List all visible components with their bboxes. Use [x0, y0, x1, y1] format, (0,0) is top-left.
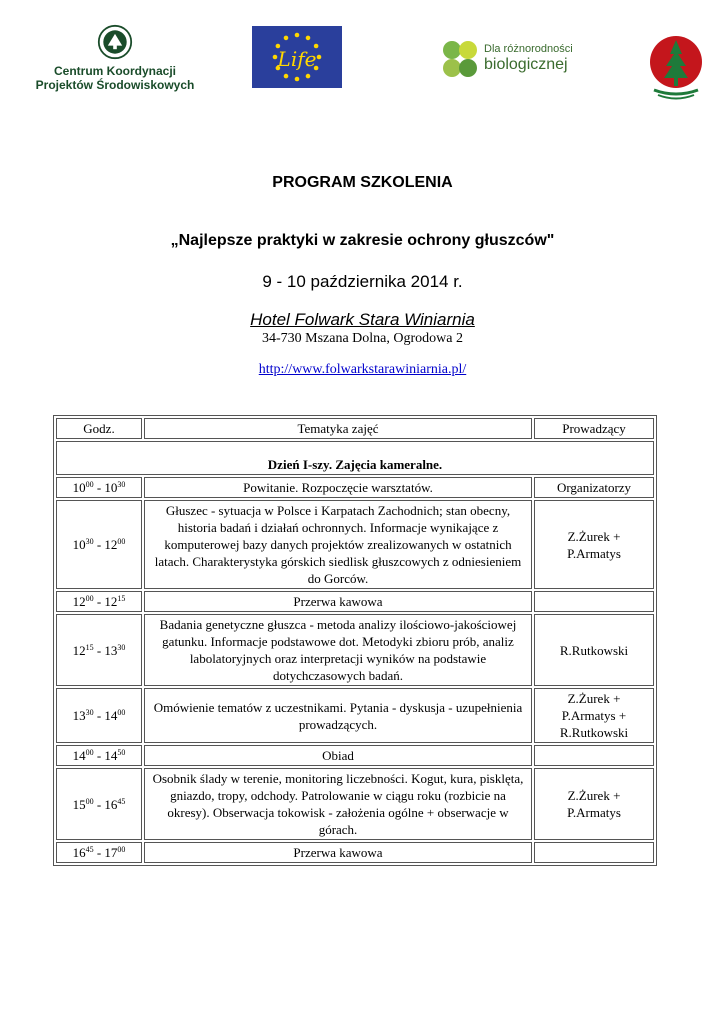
topic-cell: Omówienie tematów z uczestnikami. Pytania - dyskusja - uzupełnienia prowadzących.	[144, 688, 532, 743]
table-row	[56, 614, 654, 686]
header-time: Godz.	[56, 418, 142, 439]
time-start-minute: 00	[85, 796, 94, 806]
eu-star-icon	[306, 36, 311, 41]
time-start-hour: 13	[72, 708, 86, 723]
topic-cell: Badania genetyczne głuszca - metoda analizy ilościowo-jakościowej gatunku. Informacje podstawowe dot. Metodyki zbioru prób, analiz labolatoryjnych oraz interpretacji wyników na podstawie dotychczasowych badań.	[144, 614, 532, 686]
ckps-logo	[30, 24, 200, 104]
time-start-hour: 10	[72, 480, 86, 495]
time-separator: -	[93, 594, 105, 609]
biodiversity-leaves-icon	[440, 38, 480, 82]
time-cell	[56, 688, 142, 743]
lead-cell: R.Rutkowski	[534, 614, 654, 686]
time-cell	[56, 614, 142, 686]
time-end-minute: 15	[117, 594, 126, 603]
eu-flag-icon	[252, 26, 342, 88]
eu-star-icon	[306, 74, 311, 79]
lead-cell: Z.Żurek + P.Armatys	[534, 768, 654, 840]
time-start-hour: 12	[72, 594, 86, 609]
time-start-minute: 00	[85, 748, 94, 757]
eu-star-icon	[284, 36, 289, 41]
topic-cell: Powitanie. Rozpoczęcie warsztatów.	[144, 477, 532, 498]
time-start-hour: 12	[72, 642, 86, 658]
table-header-row	[56, 418, 654, 439]
time-end-hour: 10	[104, 480, 118, 495]
header-lead: Prowadzący	[534, 418, 654, 439]
venue-name: Hotel Folwark Stara Winiarnia	[250, 310, 475, 329]
topic-cell: Obiad	[144, 745, 532, 766]
time-end-hour: 14	[104, 748, 118, 763]
time-separator: -	[93, 537, 105, 552]
time-cell	[56, 500, 142, 589]
time-cell	[56, 842, 142, 863]
lead-cell: Z.Żurek + P.Armatys	[534, 500, 654, 589]
biodiversity-line1: Dla różnorodności	[484, 43, 573, 55]
time-end-hour: 16	[104, 796, 118, 812]
schedule-table	[53, 415, 657, 866]
biodiversity-logo	[440, 36, 580, 86]
time-start-hour: 10	[72, 537, 86, 552]
time-cell	[56, 591, 142, 612]
day-row	[56, 441, 654, 475]
time-start-minute: 00	[85, 594, 94, 603]
table-row	[56, 768, 654, 840]
table-row	[56, 477, 654, 498]
time-start-minute: 15	[85, 642, 94, 652]
time-start-minute: 30	[85, 708, 94, 717]
page-title: PROGRAM SZKOLENIA	[272, 174, 453, 191]
table-row	[56, 500, 654, 589]
time-separator: -	[93, 480, 105, 495]
time-start-hour: 14	[72, 748, 86, 763]
biodiversity-line2: biologicznej	[484, 56, 568, 73]
time-end-hour: 14	[104, 708, 118, 723]
table-row	[56, 591, 654, 612]
time-end-minute: 00	[117, 845, 126, 854]
time-end-minute: 45	[117, 796, 126, 806]
topic-cell: Głuszec - sytuacja w Polsce i Karpatach Zachodnich; stan obecny, historia badań i działań ochronnych. Informacje wynikające z komputerowej bazy danych projektów zrealizowanych w ostatnich latach. Charakterystyka górskich siedlisk głuszcowych z odniesieniem do Gorców.	[144, 500, 532, 589]
time-cell	[56, 477, 142, 498]
eu-life-logo	[252, 26, 342, 88]
training-date: 9 - 10 października 2014 r.	[262, 272, 463, 291]
time-end-hour: 12	[104, 537, 118, 552]
life-logo-text: Life	[277, 47, 317, 71]
venue-link[interactable]: http://www.folwarkstarawiniarnia.pl/	[258, 362, 467, 377]
day1-label: Dzień I-szy. Zajęcia kameralne.	[56, 441, 654, 475]
park-emblem-icon	[648, 32, 704, 102]
time-start-minute: 30	[85, 537, 94, 546]
ckps-logo-text: Centrum Koordynacji Projektów Środowiskowych	[35, 64, 195, 92]
time-cell	[56, 745, 142, 766]
time-start-minute: 45	[85, 845, 94, 854]
topic-cell: Przerwa kawowa	[144, 842, 532, 863]
eu-star-icon	[295, 77, 300, 82]
time-end-minute: 00	[117, 537, 126, 546]
time-end-minute: 50	[117, 748, 126, 757]
ckps-emblem-icon	[97, 24, 133, 60]
time-separator: -	[93, 708, 105, 723]
lead-cell	[534, 842, 654, 863]
eu-star-icon	[284, 74, 289, 79]
header-topic: Tematyka zajęć	[144, 418, 532, 439]
eu-star-icon	[295, 33, 300, 38]
training-subtitle: „Najlepsze praktyki w zakresie ochrony głuszców"	[170, 232, 555, 249]
topic-cell: Przerwa kawowa	[144, 591, 532, 612]
table-row	[56, 842, 654, 863]
time-end-hour: 13	[104, 642, 118, 658]
time-start-hour: 16	[72, 845, 86, 860]
time-separator: -	[93, 845, 105, 860]
time-end-hour: 12	[104, 594, 118, 609]
lead-cell: Z.Żurek + P.Armatys + R.Rutkowski	[534, 688, 654, 743]
lead-cell	[534, 591, 654, 612]
time-end-minute: 00	[117, 708, 126, 717]
park-logo	[648, 32, 704, 102]
time-start-hour: 15	[72, 796, 86, 812]
logo-bar	[0, 20, 725, 110]
venue-address: 34-730 Mszana Dolna, Ogrodowa 2	[261, 331, 463, 346]
time-separator: -	[93, 796, 105, 812]
time-cell	[56, 768, 142, 840]
time-end-minute: 30	[117, 642, 126, 652]
time-separator: -	[93, 642, 105, 658]
time-end-hour: 17	[104, 845, 118, 860]
time-start-minute: 00	[85, 480, 94, 489]
topic-cell: Osobnik ślady w terenie, monitoring liczebności. Kogut, kura, pisklęta, gniazdo, tropy, odchody. Patrolowanie w ciągu roku (rozbicie na okresy). Obserwacja tokowisk - założenia ogólne + obserwacje w górach.	[144, 768, 532, 840]
lead-cell	[534, 745, 654, 766]
lead-cell: Organizatorzy	[534, 477, 654, 498]
time-end-minute: 30	[117, 480, 126, 489]
table-row	[56, 688, 654, 743]
table-row	[56, 745, 654, 766]
time-separator: -	[93, 748, 105, 763]
eu-star-icon	[317, 55, 322, 60]
